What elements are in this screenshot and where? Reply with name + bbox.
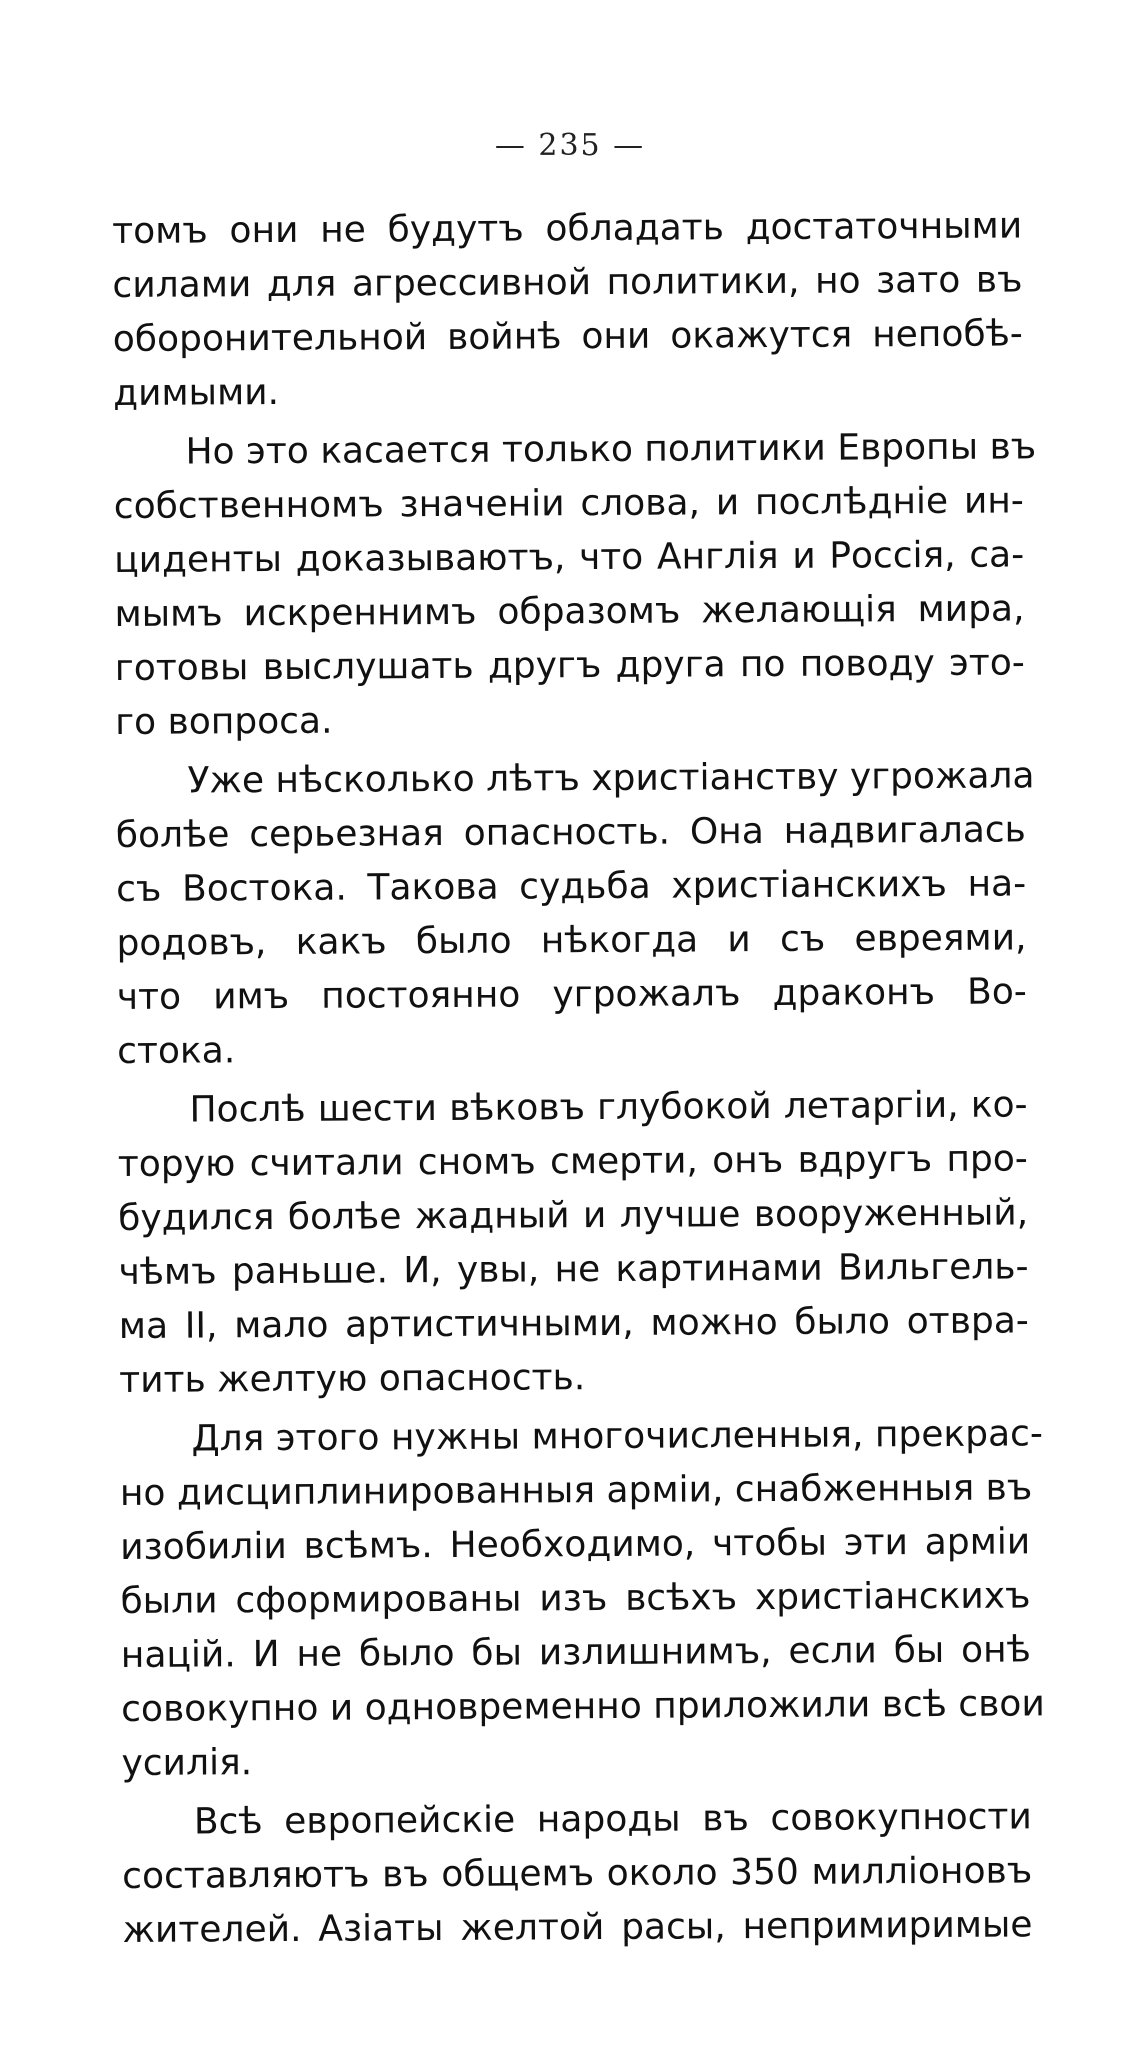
text-line: тить желтую опасность. xyxy=(119,1357,586,1401)
text-line: циденты доказываютъ, что Англія и Россія, са- xyxy=(114,534,1025,581)
text-line: будился болѣе жадный и лучше вооруженный, xyxy=(118,1192,1029,1239)
text-line: были сформированы изъ всѣхъ христіанскихъ xyxy=(120,1575,1031,1622)
text-line: го вопроса. xyxy=(115,700,333,743)
text-line: готовы выслушать другъ друга по поводу это- xyxy=(114,642,1025,689)
text-line: стока. xyxy=(117,1030,236,1072)
paragraph-3 xyxy=(115,749,1035,1079)
paragraph-6 xyxy=(122,1790,1033,1958)
text-line: болѣе серьезная опасность. Она надвигалась xyxy=(115,809,1026,856)
text-line: Послѣ шести вѣковъ глубокой летаргіи, ко- xyxy=(189,1084,1028,1131)
text-line: томъ они не будутъ обладать достаточными xyxy=(112,205,1023,252)
text-line: Но это касается только политики Европы въ xyxy=(185,426,1037,473)
text-line: собственномъ значеніи слова, и послѣдніе ин- xyxy=(113,480,1024,527)
text-line: но дисциплинированныя арміи, снабженныя въ xyxy=(119,1467,1033,1514)
page-number: — 235 — xyxy=(494,128,646,163)
text-line: Для этого нужны многочисленныя, прекрас- xyxy=(191,1413,1043,1460)
text-line: чѣмъ раньше. И, увы, не картинами Вильгель- xyxy=(118,1246,1029,1293)
text-line: совокупно и одновременно приложили всѣ свои xyxy=(121,1683,1045,1730)
text-line: мымъ искреннимъ образомъ желающія мира, xyxy=(114,588,1025,635)
paragraph-2 xyxy=(113,420,1037,750)
paragraph-1 xyxy=(112,199,1023,421)
text-line: Уже нѣсколько лѣтъ христіанству угрожала xyxy=(187,755,1035,802)
text-line: оборонительной войнѣ они окажутся непобѣ- xyxy=(112,313,1023,360)
paragraph-4 xyxy=(117,1078,1029,1408)
text-line: усилія. xyxy=(121,1742,253,1784)
text-line: націй. И не было бы излишнимъ, если бы онѣ xyxy=(120,1629,1031,1676)
text-line: торую считали сномъ смерти, онъ вдругъ про- xyxy=(117,1138,1028,1185)
paragraph-5 xyxy=(119,1407,1045,1791)
text-line: что имъ постоянно угрожалъ драконъ Во- xyxy=(116,971,1027,1018)
body-text xyxy=(112,199,1045,1963)
text-line: димыми. xyxy=(113,371,280,414)
text-line: съ Востока. Такова судьба христіанскихъ на- xyxy=(116,863,1027,910)
text-line: изобиліи всѣмъ. Необходимо, чтобы эти арміи xyxy=(120,1521,1031,1568)
text-line: родовъ, какъ было нѣкогда и съ евреями, xyxy=(116,917,1027,964)
text-line: жителей. Азіаты желтой расы, непримиримые xyxy=(122,1904,1033,1951)
text-line: Всѣ европейскіе народы въ совокупности xyxy=(193,1796,1032,1843)
text-line: ма II, мало артистичными, можно было отвра- xyxy=(118,1300,1029,1347)
text-line: составляютъ въ общемъ около 350 милліоновъ xyxy=(122,1850,1033,1897)
text-line: силами для агрессивной политики, но зато въ xyxy=(112,259,1023,306)
